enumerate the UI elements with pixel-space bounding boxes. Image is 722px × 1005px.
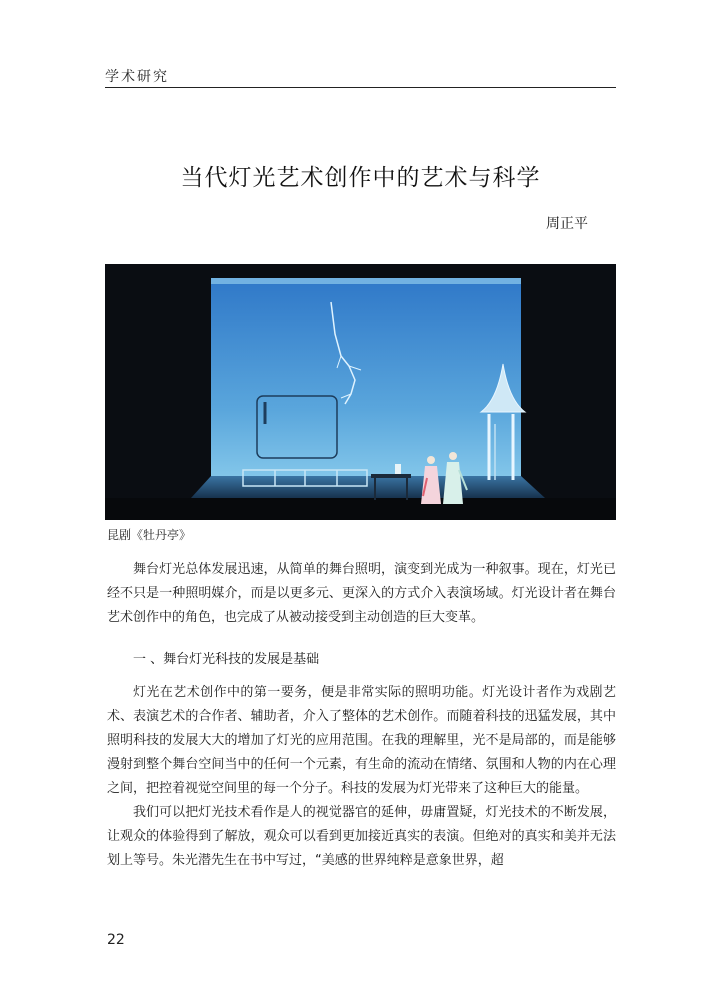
section-heading: 一 、舞台灯光科技的发展是基础 bbox=[133, 652, 320, 667]
table bbox=[371, 474, 411, 478]
paragraph-1-text: 舞台灯光总体发展迅速，从简单的舞台照明，演变到光成为一种叙事。现在，灯光已经不只是一种照明媒介，而是以更多元、更深入的方式介入表演场域。灯光设计者在舞台艺术创作中的角色，也完成了从被动接受到主动创造的巨大变革。 bbox=[107, 562, 616, 625]
article-author: 周正平 bbox=[546, 216, 588, 232]
body-paragraphs-2-3 bbox=[107, 681, 616, 873]
stage-photo-image bbox=[105, 264, 616, 520]
running-head: 学术研究 bbox=[105, 69, 169, 85]
body-paragraph-1 bbox=[107, 558, 616, 630]
stage-floor bbox=[191, 476, 545, 498]
paragraph-3-text: 我们可以把灯光技术看作是人的视觉器官的延伸，毋庸置疑，灯光技术的不断发展，让观众的体验得到了解放，观众可以看到更加接近真实的表演。但绝对的真实和美并无法划上等号。朱光潜先生在书中写过，“美感的世界纯粹是意象世界，超 bbox=[107, 805, 616, 868]
figure-caption: 昆剧《牡丹亭》 bbox=[107, 528, 192, 542]
paragraph-2-text: 灯光在艺术创作中的第一要务，便是非常实际的照明功能。灯光设计者作为戏剧艺术、表演艺术的合作者、辅助者，介入了整体的艺术创作。而随着科技的迅猛发展，其中照明科技的发展大大的增加了灯光的应用范围。在我的理解里，光不是局部的，而是能够漫射到整个舞台空间当中的任何一个元素，有生命的流动在情绪、氛围和人物的内在心理之间，把控着视觉空间里的每一个分子。科技的发展为灯光带来了这种巨大的能量。 bbox=[107, 685, 616, 796]
page-number: 22 bbox=[107, 932, 125, 948]
article-title: 当代灯光艺术创作中的艺术与科学 bbox=[180, 165, 541, 191]
stage-photo bbox=[105, 264, 616, 520]
header-rule bbox=[105, 87, 616, 88]
backdrop bbox=[211, 278, 521, 498]
